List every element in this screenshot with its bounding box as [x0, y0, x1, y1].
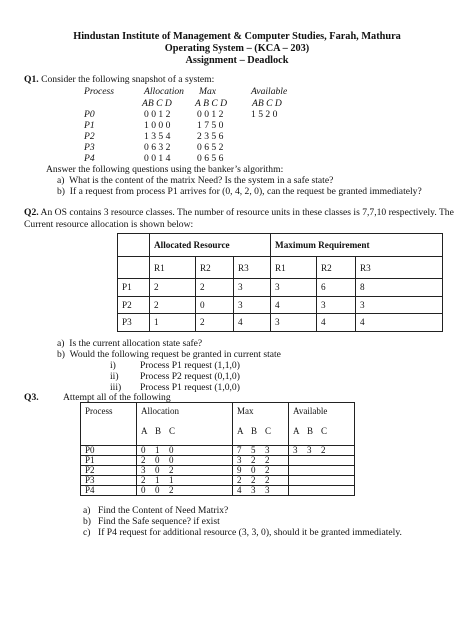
q3-available-cell [289, 466, 355, 476]
q2-sub-iii-num: iii) [110, 382, 122, 393]
q2-sub-cell: R1 [150, 257, 196, 279]
q3-value: 2 [169, 465, 174, 475]
q3-max-abc [237, 426, 288, 436]
q1-sub-available: AB C D [252, 98, 282, 109]
q3-allocation-cell [137, 466, 233, 476]
q3-max-label: Max [237, 406, 254, 416]
q3-sub-c: C [321, 426, 328, 436]
q1-row-p3-max: 0 6 5 2 [197, 142, 224, 153]
q2-text-1: An OS contains 3 resource classes. The number of resource units in these classes is 7,7,10 respectively. The [40, 207, 454, 218]
q3-available-cell [289, 446, 355, 456]
q3-value: 2 [141, 455, 146, 465]
q3-value: 7 [237, 445, 242, 455]
q1-col-process: Process [84, 86, 115, 97]
q3-value: 2 [251, 455, 256, 465]
q2-sub-ii-text: Process P2 request (0,1,0) [140, 371, 240, 382]
q1-row-p4-max: 0 6 5 6 [197, 153, 224, 164]
q3-value: 2 [237, 475, 242, 485]
q3-value: 5 [251, 445, 256, 455]
table-row [81, 466, 355, 476]
q2-sub-cell: R1 [271, 257, 317, 279]
q3-sub-b: B [251, 426, 258, 436]
q3-value: 2 [265, 475, 270, 485]
q3-sub-b: B [307, 426, 314, 436]
q2-value-cell: 6 [317, 279, 356, 297]
q3-value: 0 [141, 445, 146, 455]
q1-row-p1-max: 1 7 5 0 [197, 120, 224, 131]
q3-col-process: Process [81, 403, 137, 446]
q1-row-p3-process: P3 [84, 142, 95, 153]
q2-header-allocated: Allocated Resource [150, 234, 271, 257]
q1-b-text: If a request from process P1 arrives for (0, 4, 2, 0), can the request be granted immediately? [69, 186, 422, 197]
q1-row-p3-allocation: 0 6 3 2 [144, 142, 171, 153]
q2-text-2: Current resource allocation is shown below: [24, 219, 194, 230]
q3-max-cell [233, 466, 289, 476]
q2-subheader-row [118, 257, 443, 279]
q3-available-label: Available [293, 406, 328, 416]
q1-number: Q1. [24, 74, 39, 85]
q2-a-text: Is the current allocation state safe? [69, 338, 203, 349]
q2-sub-cell: R2 [317, 257, 356, 279]
q3-available-cell [289, 456, 355, 466]
q2-value-cell: 2 [196, 279, 234, 297]
q3-process-cell: P0 [81, 446, 137, 456]
q1-available-value: 1 5 2 0 [251, 109, 278, 120]
q2-value-cell: 3 [271, 314, 317, 332]
q3-allocation-cell [137, 456, 233, 466]
q1-row-p1-process: P1 [84, 120, 95, 131]
q2-sub-cell: R3 [356, 257, 443, 279]
q3-available-cell [289, 476, 355, 486]
table-row [81, 486, 355, 496]
q1-row-p4-process: P4 [84, 153, 95, 164]
q2-value-cell: 3 [234, 296, 271, 314]
q3-sub-c: C [169, 426, 176, 436]
q1-text: Consider the following snapshot of a system: [41, 74, 215, 85]
q3-value: 3 [141, 465, 146, 475]
q3-col-max [233, 403, 289, 446]
q2-value-cell: 2 [150, 279, 196, 297]
q3-sub-a: A [293, 426, 300, 436]
q3-c-text: If P4 request for additional resource (3, 3, 0), should it be granted immediately. [98, 527, 402, 538]
q2-process-cell: P3 [118, 314, 150, 332]
q1-row-p2-max: 2 3 5 6 [197, 131, 224, 142]
q2-sub-i-text: Process P1 request (1,1,0) [140, 360, 240, 371]
q2-header-maximum: Maximum Requirement [271, 234, 443, 257]
q3-c-label: c) [83, 527, 91, 538]
q3-value: 0 [155, 455, 160, 465]
q2-value-cell: 2 [150, 296, 196, 314]
q3-header-row [81, 403, 355, 446]
q3-value: 0 [251, 465, 256, 475]
q2-sub-i-num: i) [110, 360, 116, 371]
q3-resource-table [80, 402, 355, 496]
q3-available-abc [293, 426, 354, 436]
q2-b-label: b) [57, 349, 65, 360]
q3-col-allocation [137, 403, 233, 446]
document-title: Hindustan Institute of Management & Computer Studies, Farah, Mathura [73, 31, 401, 42]
q1-row-p0-allocation: 0 0 1 2 [144, 109, 171, 120]
q3-a-text: Find the Content of Need Matrix? [98, 505, 229, 516]
q3-sub-b: B [155, 426, 162, 436]
table-row [81, 446, 355, 456]
q2-value-cell: 8 [356, 279, 443, 297]
q2-resource-table [117, 233, 443, 332]
q3-value: 2 [169, 485, 174, 495]
q3-value: 1 [155, 475, 160, 485]
q3-number: Q3. [24, 392, 39, 403]
q1-row-p1-allocation: 1 0 0 0 [144, 120, 171, 131]
q2-value-cell: 4 [271, 296, 317, 314]
q3-value: 0 [155, 465, 160, 475]
q3-process-cell: P2 [81, 466, 137, 476]
q3-value: 2 [265, 465, 270, 475]
q1-row-p4-allocation: 0 0 1 4 [144, 153, 171, 164]
q3-value: 0 [155, 485, 160, 495]
q3-max-cell [233, 456, 289, 466]
q3-max-cell [233, 476, 289, 486]
q3-allocation-abc [141, 426, 232, 436]
q1-b-label: b) [57, 186, 65, 197]
q2-value-cell: 2 [196, 314, 234, 332]
q3-allocation-cell [137, 486, 233, 496]
q2-value-cell: 3 [271, 279, 317, 297]
q1-question-a [57, 176, 333, 186]
q2-sub-ii-num: ii) [110, 371, 119, 382]
q3-a-label: a) [83, 505, 91, 516]
q2-value-cell: 4 [317, 314, 356, 332]
q3-col-available [289, 403, 355, 446]
q2-empty-cell [118, 257, 150, 279]
q1-row-p0-max: 0 0 1 2 [197, 109, 224, 120]
q3-value: 2 [321, 445, 326, 455]
q2-sub-cell: R2 [196, 257, 234, 279]
q3-available-cell [289, 486, 355, 496]
q3-max-cell [233, 446, 289, 456]
q3-value: 9 [237, 465, 242, 475]
q2-a-label: a) [57, 338, 65, 349]
q1-a-label: a) [57, 175, 65, 186]
q1-col-available: Available [251, 86, 288, 97]
q2-value-cell: 4 [234, 314, 271, 332]
q1-heading [24, 75, 214, 85]
q2-value-cell: 0 [196, 296, 234, 314]
q2-line1 [24, 208, 454, 218]
table-row [118, 296, 443, 314]
q3-value: 2 [265, 455, 270, 465]
table-row [81, 476, 355, 486]
q1-sub-allocation: AB C D [142, 98, 172, 109]
q2-process-cell: P2 [118, 296, 150, 314]
q3-value: 0 [169, 455, 174, 465]
q3-value: 4 [237, 485, 242, 495]
q1-question-b [57, 187, 422, 197]
q3-value: 2 [251, 475, 256, 485]
q3-value: 1 [155, 445, 160, 455]
q3-allocation-label: Allocation [141, 406, 179, 416]
q3-value: 3 [237, 455, 242, 465]
table-row [118, 279, 443, 297]
q1-row-p2-allocation: 1 3 5 4 [144, 131, 171, 142]
q1-col-allocation: Allocation [144, 86, 184, 97]
q3-value: 2 [141, 475, 146, 485]
assignment-subtitle: Assignment – Deadlock [185, 55, 289, 66]
q2-question-b [57, 350, 281, 360]
q3-value: 3 [251, 485, 256, 495]
q3-value: 3 [265, 485, 270, 495]
q3-sub-a: A [141, 426, 148, 436]
q2-value-cell: 4 [356, 314, 443, 332]
q1-a-text: What is the content of the matrix Need? Is the system in a safe state? [69, 175, 334, 186]
q3-process-cell: P4 [81, 486, 137, 496]
q3-value: 1 [169, 475, 174, 485]
q2-empty-cell [118, 234, 150, 257]
q3-b-text: Find the Safe sequence? if exist [98, 516, 220, 527]
q3-process-cell: P3 [81, 476, 137, 486]
q2-sub-iii-text: Process P1 request (1,0,0) [140, 382, 240, 393]
q2-sub-cell: R3 [234, 257, 271, 279]
q3-value: 0 [169, 445, 174, 455]
table-row [81, 456, 355, 466]
course-subtitle: Operating System – (KCA – 203) [164, 43, 310, 54]
q2-value-cell: 1 [150, 314, 196, 332]
q3-value: 3 [307, 445, 312, 455]
q1-row-p0-process: P0 [84, 109, 95, 120]
q1-col-max: Max [199, 86, 217, 97]
q3-value: 3 [265, 445, 270, 455]
q3-value: 3 [293, 445, 298, 455]
q3-value: 0 [141, 485, 146, 495]
q3-allocation-cell [137, 446, 233, 456]
q3-sub-a: A [237, 426, 244, 436]
q2-process-cell: P1 [118, 279, 150, 297]
q3-max-cell [233, 486, 289, 496]
q2-number: Q2. [24, 207, 39, 218]
q2-header-row [118, 234, 443, 257]
q3-process-cell: P1 [81, 456, 137, 466]
q2-b-text: Would the following request be granted in current state [69, 349, 281, 360]
q2-value-cell: 3 [317, 296, 356, 314]
q1-sub-max: A B C D [195, 98, 228, 109]
q3-allocation-cell [137, 476, 233, 486]
table-row [118, 314, 443, 332]
q1-intro: Answer the following questions using the banker’s algorithm: [46, 164, 284, 175]
q2-value-cell: 3 [234, 279, 271, 297]
q2-value-cell: 3 [356, 296, 443, 314]
q2-question-a [57, 339, 202, 349]
q1-row-p2-process: P2 [84, 131, 95, 142]
q3-sub-c: C [265, 426, 272, 436]
q3-b-label: b) [83, 516, 91, 527]
q3-text: Attempt all of the following [63, 392, 171, 403]
